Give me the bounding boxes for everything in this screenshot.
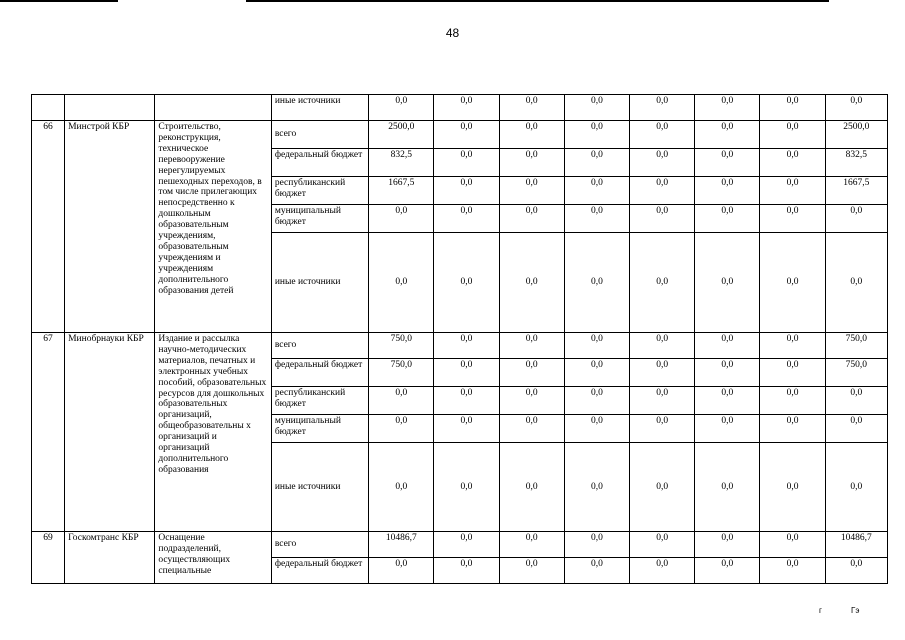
- amount-cell: 0,0: [760, 532, 825, 558]
- amount-cell: 0,0: [564, 149, 629, 177]
- amount-cell: 0,0: [825, 415, 887, 443]
- amount-cell: 0,0: [825, 387, 887, 415]
- funding-source: федеральный бюджет: [271, 359, 368, 387]
- amount-cell: 832,5: [825, 149, 887, 177]
- amount-cell: 0,0: [564, 387, 629, 415]
- amount-cell: 0,0: [434, 415, 499, 443]
- amount-cell: 0,0: [434, 205, 499, 233]
- amount-cell: 0,0: [695, 333, 760, 359]
- row-number: [32, 95, 65, 121]
- funding-source: всего: [271, 532, 368, 558]
- amount-cell: 0,0: [369, 233, 434, 333]
- organization: Минобрнауки КБР: [65, 333, 155, 532]
- amount-cell: 0,0: [760, 149, 825, 177]
- amount-cell: 1667,5: [825, 177, 887, 205]
- amount-cell: 0,0: [369, 95, 434, 121]
- amount-cell: 0,0: [630, 415, 695, 443]
- amount-cell: 0,0: [760, 95, 825, 121]
- funding-source: республиканский бюджет: [271, 177, 368, 205]
- amount-cell: 0,0: [630, 558, 695, 584]
- organization: Госкомтранс КБР: [65, 532, 155, 584]
- amount-cell: 0,0: [434, 121, 499, 149]
- amount-cell: 0,0: [499, 558, 564, 584]
- amount-cell: 0,0: [760, 233, 825, 333]
- funding-source: федеральный бюджет: [271, 149, 368, 177]
- amount-cell: 750,0: [369, 333, 434, 359]
- amount-cell: 10486,7: [369, 532, 434, 558]
- amount-cell: 0,0: [695, 387, 760, 415]
- amount-cell: 0,0: [369, 558, 434, 584]
- amount-cell: 0,0: [434, 233, 499, 333]
- amount-cell: 0,0: [564, 558, 629, 584]
- amount-cell: 0,0: [499, 387, 564, 415]
- amount-cell: 0,0: [434, 149, 499, 177]
- amount-cell: 0,0: [760, 121, 825, 149]
- amount-cell: 0,0: [434, 95, 499, 121]
- table-row: [32, 532, 888, 558]
- measure-description: Строительство, реконструкция, техническое перевооружение нерегулируемых пешеходных переходов, в том числе прилегающих непосредственно к дошкольным образовательным учреждениям, образовательным учреждениям и учреждениям дополнительного образования детей: [155, 121, 271, 333]
- amount-cell: 0,0: [630, 205, 695, 233]
- amount-cell: 0,0: [499, 333, 564, 359]
- amount-cell: 0,0: [760, 359, 825, 387]
- row-number: 69: [32, 532, 65, 584]
- amount-cell: 0,0: [564, 415, 629, 443]
- budget-table: [31, 94, 888, 584]
- amount-cell: 0,0: [695, 95, 760, 121]
- amount-cell: 0,0: [434, 443, 499, 532]
- amount-cell: 832,5: [369, 149, 434, 177]
- row-number: 66: [32, 121, 65, 333]
- amount-cell: 0,0: [695, 233, 760, 333]
- row-number: 67: [32, 333, 65, 532]
- amount-cell: 0,0: [695, 558, 760, 584]
- amount-cell: 0,0: [564, 121, 629, 149]
- amount-cell: 0,0: [695, 149, 760, 177]
- amount-cell: 0,0: [825, 95, 887, 121]
- funding-source: иные источники: [271, 233, 368, 333]
- amount-cell: 0,0: [630, 359, 695, 387]
- amount-cell: 0,0: [825, 443, 887, 532]
- funding-source: республиканский бюджет: [271, 387, 368, 415]
- amount-cell: 0,0: [760, 333, 825, 359]
- funding-source: всего: [271, 121, 368, 149]
- measure-description: Издание и рассылка научно-методических материалов, печатных и электронных учебных пособий, образовательных ресурсов для дошкольных образовательных организаций, общеобразовательны х организаций и организаций дополнительного образования: [155, 333, 271, 532]
- amount-cell: 0,0: [499, 415, 564, 443]
- amount-cell: 0,0: [760, 558, 825, 584]
- amount-cell: 0,0: [369, 387, 434, 415]
- amount-cell: 0,0: [434, 359, 499, 387]
- funding-source: муниципальный бюджет: [271, 415, 368, 443]
- amount-cell: 0,0: [564, 532, 629, 558]
- amount-cell: 750,0: [825, 333, 887, 359]
- amount-cell: 0,0: [564, 359, 629, 387]
- amount-cell: 0,0: [695, 205, 760, 233]
- amount-cell: 0,0: [760, 387, 825, 415]
- amount-cell: 0,0: [695, 532, 760, 558]
- amount-cell: 0,0: [760, 415, 825, 443]
- measure-description: [155, 95, 271, 121]
- amount-cell: 2500,0: [369, 121, 434, 149]
- funding-source: всего: [271, 333, 368, 359]
- measure-description: Оснащение подразделений, осуществляющих специальные: [155, 532, 271, 584]
- amount-cell: 0,0: [695, 177, 760, 205]
- funding-source: иные источники: [271, 95, 368, 121]
- amount-cell: 750,0: [369, 359, 434, 387]
- page-number: 48: [445, 26, 460, 40]
- amount-cell: 0,0: [825, 558, 887, 584]
- header-rule-left: [0, 0, 118, 2]
- amount-cell: 0,0: [564, 177, 629, 205]
- organization: Минстрой КБР: [65, 121, 155, 333]
- amount-cell: 1667,5: [369, 177, 434, 205]
- table-row: [32, 333, 888, 359]
- amount-cell: 0,0: [434, 177, 499, 205]
- amount-cell: 0,0: [499, 233, 564, 333]
- amount-cell: 0,0: [760, 205, 825, 233]
- amount-cell: 0,0: [499, 121, 564, 149]
- amount-cell: 0,0: [564, 233, 629, 333]
- amount-cell: 0,0: [499, 532, 564, 558]
- amount-cell: 0,0: [630, 121, 695, 149]
- amount-cell: 0,0: [434, 532, 499, 558]
- amount-cell: 10486,7: [825, 532, 887, 558]
- amount-cell: 0,0: [630, 443, 695, 532]
- amount-cell: 0,0: [499, 177, 564, 205]
- funding-source: федеральный бюджет: [271, 558, 368, 584]
- table-row: [32, 121, 888, 149]
- amount-cell: 0,0: [760, 443, 825, 532]
- amount-cell: 0,0: [434, 558, 499, 584]
- amount-cell: 0,0: [695, 443, 760, 532]
- amount-cell: 0,0: [369, 205, 434, 233]
- amount-cell: 0,0: [695, 121, 760, 149]
- amount-cell: 0,0: [825, 205, 887, 233]
- budget-table-body: [32, 95, 888, 584]
- corner-mark-2: Гэ: [851, 606, 860, 615]
- table-row: [32, 95, 888, 121]
- amount-cell: 0,0: [630, 95, 695, 121]
- amount-cell: 0,0: [499, 443, 564, 532]
- amount-cell: 0,0: [564, 333, 629, 359]
- amount-cell: 0,0: [695, 359, 760, 387]
- amount-cell: 0,0: [564, 95, 629, 121]
- amount-cell: 0,0: [499, 95, 564, 121]
- amount-cell: 0,0: [564, 205, 629, 233]
- amount-cell: 0,0: [630, 149, 695, 177]
- organization: [65, 95, 155, 121]
- amount-cell: 2500,0: [825, 121, 887, 149]
- amount-cell: 0,0: [630, 177, 695, 205]
- amount-cell: 0,0: [369, 443, 434, 532]
- amount-cell: 0,0: [434, 333, 499, 359]
- amount-cell: 0,0: [630, 333, 695, 359]
- funding-source: иные источники: [271, 443, 368, 532]
- amount-cell: 0,0: [499, 205, 564, 233]
- header-rule-right: [246, 0, 829, 2]
- amount-cell: 0,0: [564, 443, 629, 532]
- amount-cell: 0,0: [630, 233, 695, 333]
- funding-source: муниципальный бюджет: [271, 205, 368, 233]
- amount-cell: 0,0: [760, 177, 825, 205]
- amount-cell: 0,0: [630, 532, 695, 558]
- amount-cell: 0,0: [499, 149, 564, 177]
- corner-mark-1: г: [819, 606, 822, 615]
- amount-cell: 0,0: [369, 415, 434, 443]
- amount-cell: 0,0: [825, 233, 887, 333]
- amount-cell: 0,0: [434, 387, 499, 415]
- amount-cell: 750,0: [825, 359, 887, 387]
- amount-cell: 0,0: [630, 387, 695, 415]
- amount-cell: 0,0: [695, 415, 760, 443]
- amount-cell: 0,0: [499, 359, 564, 387]
